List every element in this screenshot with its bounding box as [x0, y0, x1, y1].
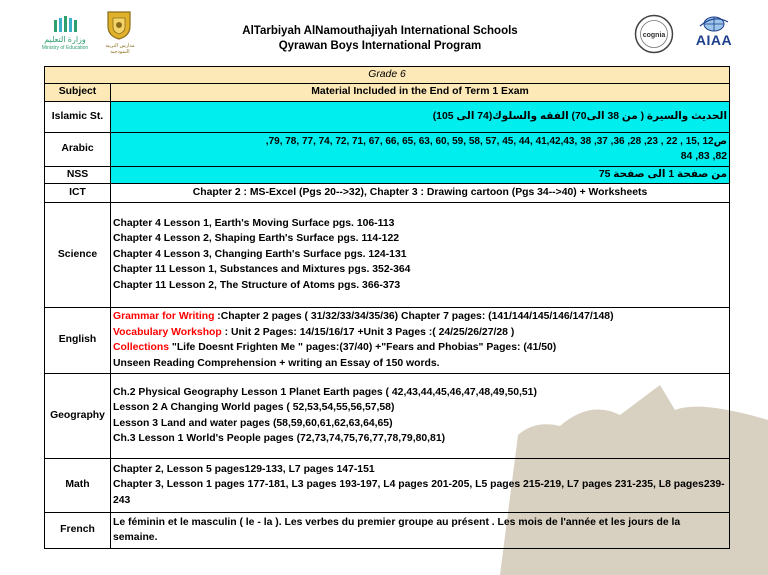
subject-column-header: Subject [45, 83, 111, 101]
column-header-row [45, 83, 730, 101]
program-subtitle: Qyrawan Boys International Program [278, 40, 482, 52]
math-line: Chapter 2, Lesson 5 pages129-133, L7 pages 147-151 [113, 463, 375, 475]
table-row [45, 307, 730, 373]
arabic-pages-line-2: 82, 83, 84 [680, 151, 728, 162]
french-text: Le féminin et le masculin ( le - la ). Les verbes du premier groupe au présent . Les mois de l'année et les jours de la semaine. [113, 516, 681, 543]
english-grammar-line [113, 309, 727, 325]
subject-cell: Arabic [45, 132, 111, 166]
science-line: Chapter 4 Lesson 2, Shaping Earth's Surface pgs. 114-122 [113, 233, 400, 245]
school-title: AlTarbiyah AlNamouthajiyah International Schools [242, 25, 518, 37]
material-cell: الحديث والسيرة ( من 38 الى70) الفقه والسلوك(74 الى 105) [111, 101, 730, 132]
ministry-logo-arabic: وزارة التعليم [44, 35, 86, 44]
english-unseen-line: Unseen Reading Comprehension + writing an Essay of 150 words. [113, 357, 440, 369]
exam-material-table [44, 66, 730, 549]
subject-cell: Science [45, 202, 111, 307]
aiaa-logo-text: AIAA [695, 32, 733, 48]
table-row [45, 132, 730, 166]
geography-line: Lesson 3 Land and water pages (58,59,60,61,62,63,64,65) [113, 417, 393, 429]
math-line: Chapter 3, Lesson 1 pages 177-181, L3 pages 193-197, L4 pages 201-205, L5 pages 215-219, L7 pages 231-235, L8 pages239-243 [113, 479, 725, 506]
material-cell: من صفحة 1 الى صفحة 75 [111, 166, 730, 183]
cognia-accreditation-logo [634, 14, 674, 54]
subject-cell: NSS [45, 166, 111, 183]
vocab-label: Vocabulary Workshop [113, 326, 222, 338]
grade-label: Grade 6 [45, 67, 730, 84]
grammar-label: Grammar for Writing [113, 311, 215, 322]
geography-line: Ch.2 Physical Geography Lesson 1 Planet Earth pages ( 42,43,44,45,46,47,48,49,50,51) [113, 386, 537, 398]
ministry-logo-english: Ministry of Education [41, 45, 89, 51]
table-row [45, 373, 730, 458]
aiaa-logo [686, 16, 742, 50]
table-row [45, 183, 730, 202]
page-header [0, 0, 768, 66]
vocab-text: : Unit 2 Pages: 14/15/16/17 +Unit 3 Pages :( 24/25/26/27/28 ) [221, 326, 515, 338]
material-column-header: Material Included in the End of Term 1 Exam [111, 83, 730, 101]
english-collections-line [113, 340, 727, 356]
material-cell [111, 458, 730, 512]
material-cell [111, 512, 730, 548]
ministry-logo-icon [52, 16, 78, 34]
science-line: Chapter 11 Lesson 1, Substances and Mixtures pgs. 352-364 [113, 264, 411, 276]
subject-cell: English [45, 307, 111, 373]
grade-row [45, 67, 730, 84]
geography-line: Lesson 2 A Changing World pages ( 52,53,54,55,56,57,58) [113, 402, 395, 413]
school-crest-logo [96, 10, 144, 56]
aiaa-globe-icon [686, 16, 742, 32]
science-line: Chapter 4 Lesson 1, Earth's Moving Surface pgs. 106-113 [113, 217, 395, 229]
grammar-text: :Chapter 2 pages ( 31/32/33/34/35/36) Chapter 7 pages: (141/144/145/146/147/148) [214, 311, 614, 322]
science-line: Chapter 4 Lesson 3, Changing Earth's Surface pgs. 124-131 [113, 248, 407, 260]
material-cell [111, 132, 730, 166]
crest-caption: مدارس التربية النموذجية [105, 43, 135, 55]
subject-cell: Math [45, 458, 111, 512]
svg-text:cognia: cognia [642, 32, 666, 39]
table-row [45, 202, 730, 307]
ministry-of-education-logo [40, 16, 90, 52]
material-cell [111, 202, 730, 307]
english-vocab-line [113, 325, 727, 341]
crest-icon [106, 10, 132, 40]
table-row [45, 101, 730, 132]
table-row [45, 166, 730, 183]
subject-cell: ICT [45, 183, 111, 202]
subject-cell: French [45, 512, 111, 548]
material-cell [111, 373, 730, 458]
material-cell: Chapter 2 : MS-Excel (Pgs 20-->32), Chapter 3 : Drawing cartoon (Pgs 34-->40) + Worksheets [111, 183, 730, 202]
material-cell [111, 307, 730, 373]
geography-line: Ch.3 Lesson 1 World's People pages (72,73,74,75,76,77,78,79,80,81) [113, 433, 446, 444]
table-row [45, 512, 730, 548]
science-line: Chapter 11 Lesson 2, The Structure of Atoms pgs. 366-373 [113, 279, 401, 291]
table-row [45, 458, 730, 512]
subject-cell: Islamic St. [45, 101, 111, 132]
arabic-pages-line-1: ص12 ,15 , 22 , 23, 28, 36, 37, 38 ,41,42,43 ,44 ,45 ,57 ,58 ,59 ,60 ,63 ,65 ,66 ,67 ,71 ,72 ,74 ,77 ,78 ,79, [265, 135, 728, 147]
collections-text: "Life Doesnt Frighten Me " pages:(37/40) +"Fears and Phobias" Pages: (41/50) [169, 342, 557, 353]
collections-label: Collections [113, 342, 170, 353]
subject-cell: Geography [45, 373, 111, 458]
